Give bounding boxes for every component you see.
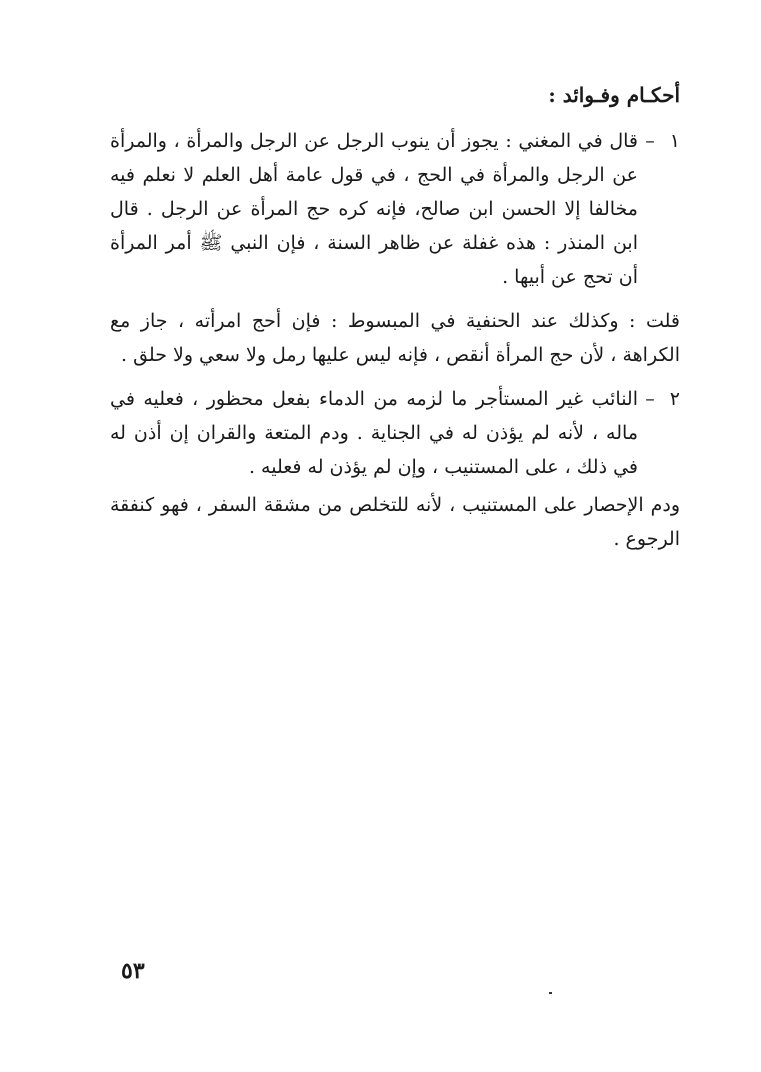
section-heading: أحكـام وفـوائد :: [548, 83, 680, 107]
note-paragraph: قلت : وكذلك عند الحنفية في المبسوط : فإن أحج امرأته ، جاز مع الكراهة ، لأن حج المرأة أنقص ، فإنه ليس عليها رمل ولا سعي ولا حلق .: [110, 310, 680, 366]
page-number: ٥٣: [121, 958, 145, 984]
list-item-2: [110, 382, 680, 484]
item-number: ١: [669, 130, 680, 152]
item-dash: –: [645, 130, 655, 152]
item-dash: –: [645, 388, 655, 410]
scan-speck: [549, 992, 552, 994]
text-block: [110, 78, 680, 566]
item-number: ٢: [669, 388, 680, 410]
list-item-1: [110, 124, 680, 294]
item-text: قال في المغني : يجوز أن ينوب الرجل عن الرجل والمرأة ، والمرأة عن الرجل والمرأة في الحج ، في قول عامة أهل العلم لا نعلم فيه مخالفا إلا الحسن ابن صالح، فإنه كره حج المرأة عن الرجل . قال ابن المنذر : هذه غفلة عن ظاهر السنة ، فإن النبي ﷺ أمر المرأة أن تحج عن أبيها .: [110, 130, 638, 288]
continuation-paragraph: ودم الإحصار على المستنيب ، لأنه للتخلص من مشقة السفر ، فهو كنفقة الرجوع .: [110, 494, 680, 550]
item-text: النائب غير المستأجر ما لزمه من الدماء بفعل محظور ، فعليه في ماله ، لأنه لم يؤذن له في الجناية . ودم المتعة والقران إن أذن له في ذلك ، على المستنيب ، وإن لم يؤذن له فعليه .: [110, 388, 638, 478]
